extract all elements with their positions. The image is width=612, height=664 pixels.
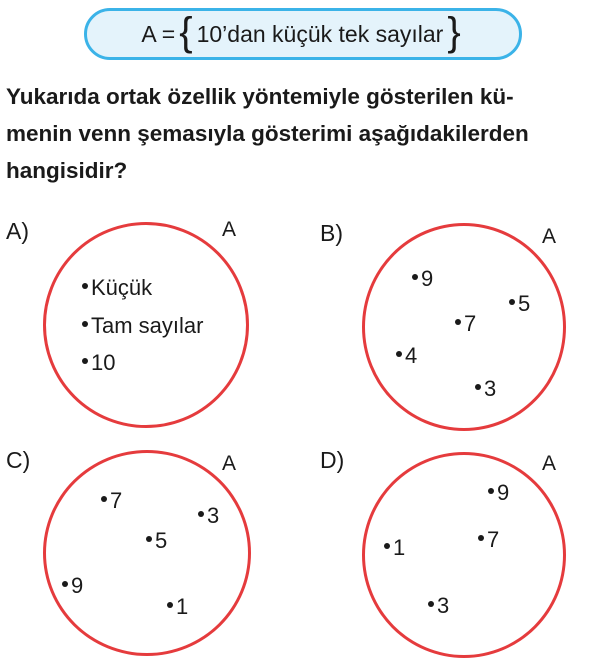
dot-icon: [488, 488, 494, 494]
set-definition-box: [84, 8, 522, 60]
dot-icon: [455, 319, 461, 325]
option-c-venn-circle[interactable]: [43, 450, 251, 656]
question-line-1: Yukarıda ortak özellik yöntemiyle gösterilen kü-: [6, 84, 514, 109]
dot-icon: [146, 536, 152, 542]
option-d-set-label: A: [542, 452, 557, 475]
dot-icon: [82, 283, 88, 289]
option-b-element: 7: [455, 313, 476, 335]
option-c-element: 7: [101, 490, 122, 512]
dot-icon: [509, 299, 515, 305]
dot-icon: [428, 601, 434, 607]
dot-icon: [384, 543, 390, 549]
option-c-element: 1: [167, 596, 188, 618]
option-d-element: 7: [478, 529, 499, 551]
option-d-element: 1: [384, 537, 405, 559]
option-b-set-label: A: [542, 225, 557, 248]
option-d-element: 3: [428, 595, 449, 617]
dot-icon: [167, 602, 173, 608]
option-c-element: 5: [146, 530, 167, 552]
option-c-element: 9: [62, 575, 83, 597]
option-c-letter[interactable]: C): [6, 447, 31, 473]
dot-icon: [101, 496, 107, 502]
question-line-2: menin venn şemasıyla gösterimi aşağıdakilerden: [6, 121, 529, 146]
option-a-element: 10: [82, 352, 115, 374]
option-a-set-label: A: [222, 218, 237, 241]
open-brace: {: [179, 10, 193, 54]
option-a-letter[interactable]: A): [6, 218, 29, 244]
option-b-element: 4: [396, 345, 417, 367]
dot-icon: [82, 321, 88, 327]
dot-icon: [478, 535, 484, 541]
option-d-letter[interactable]: D): [320, 447, 345, 473]
option-a-element: Küçük: [82, 277, 152, 299]
set-rule: 10’dan küçük tek sayılar: [196, 20, 444, 47]
close-brace: }: [447, 10, 461, 54]
dot-icon: [475, 384, 481, 390]
option-b-element: 5: [509, 293, 530, 315]
option-b-letter[interactable]: B): [320, 220, 343, 246]
option-c-set-label: A: [222, 452, 237, 475]
option-c-element: 3: [198, 505, 219, 527]
dot-icon: [396, 351, 402, 357]
option-b-element: 3: [475, 378, 496, 400]
question-text: [6, 78, 606, 189]
question-line-3: hangisidir?: [6, 158, 128, 183]
option-b-element: 9: [412, 268, 433, 290]
dot-icon: [62, 581, 68, 587]
option-a-element: Tam sayılar: [82, 315, 203, 337]
dot-icon: [82, 358, 88, 364]
dot-icon: [198, 511, 204, 517]
option-d-element: 9: [488, 482, 509, 504]
set-lhs: A =: [141, 20, 176, 47]
dot-icon: [412, 274, 418, 280]
